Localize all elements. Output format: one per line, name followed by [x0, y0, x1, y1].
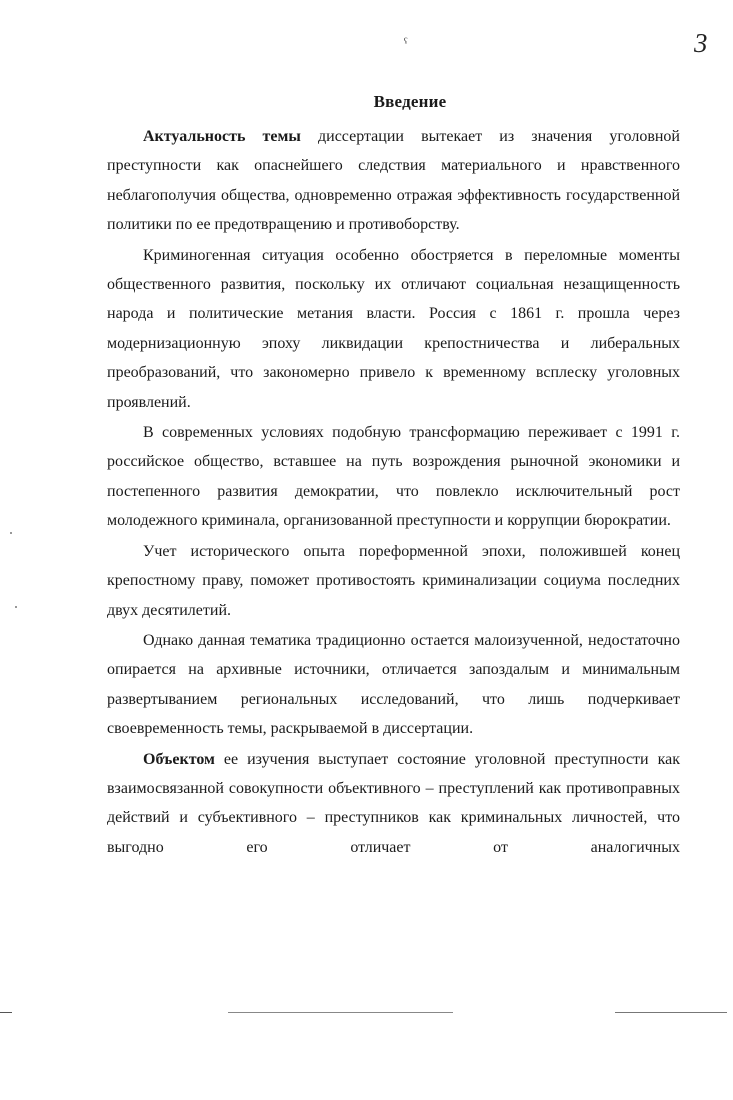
scan-artifact-dot [15, 606, 17, 608]
paragraph-lead: Актуальность темы [143, 128, 301, 145]
paragraph-historical-experience [107, 537, 680, 625]
page-number: 3 [694, 28, 708, 58]
paragraph-text: Однако данная тематика традиционно остается малоизученной, недостаточно опирается на архивные источники, отличается запоздалым и минимальным развертыванием региональных исследований, что лишь подчеркивает своевременность темы, раскрываемой в диссертации. [107, 631, 680, 738]
paragraph-understudied [107, 626, 680, 744]
scan-artifact-line [615, 1012, 727, 1013]
paragraph-object [107, 745, 680, 863]
paragraph-criminogenic [107, 241, 680, 417]
paragraph-modern-conditions [107, 418, 680, 536]
paragraph-text: Криминогенная ситуация особенно обостряется в переломные моменты общественного развития, поскольку их отличают социальная незащищенность народа и политические метания власти. Россия с 1861 г. прошла через модернизационную эпоху ликвидации крепостничества и либеральных преобразований, что закономерно привело к временному всплеску уголовных проявлений. [107, 246, 680, 411]
section-heading: Введение [373, 92, 447, 111]
scan-artifact-line [228, 1012, 453, 1013]
body-text [107, 122, 680, 862]
scan-artifact-dot [10, 532, 12, 534]
paragraph-text: ее изучения выступает состояние уголовной преступности как взаимосвязанной совокупности объективного – преступлений как противоправных действий и субъективного – преступников как криминальных личностей, что выгодно его отличает от аналогичных [107, 750, 680, 856]
paragraph-text: В современных условиях подобную трансформацию переживает с 1991 г. российское общество, вставшее на путь возрождения рыночной экономики и постепенного развития демократии, что повлекло исключительный рост молодежного криминала, организованной преступности и коррупции бюрократии. [107, 424, 680, 530]
scan-artifact-line [0, 1012, 12, 1013]
scan-mark: ˁ [404, 36, 408, 51]
paragraph-text: диссертации вытекает из значения уголовной преступности как опаснейшего следствия материального и нравственного неблагополучия общества, одновременно отражая эффективность государственной политики по ее предотвращению и противоборству. [107, 128, 680, 234]
paragraph-lead: Объектом [143, 750, 215, 768]
paragraph-relevance [107, 122, 680, 240]
paragraph-text: Учет исторического опыта пореформенной эпохи, положившей конец крепостному праву, поможет противостоять криминализации социума последних двух десятилетий. [107, 542, 680, 619]
